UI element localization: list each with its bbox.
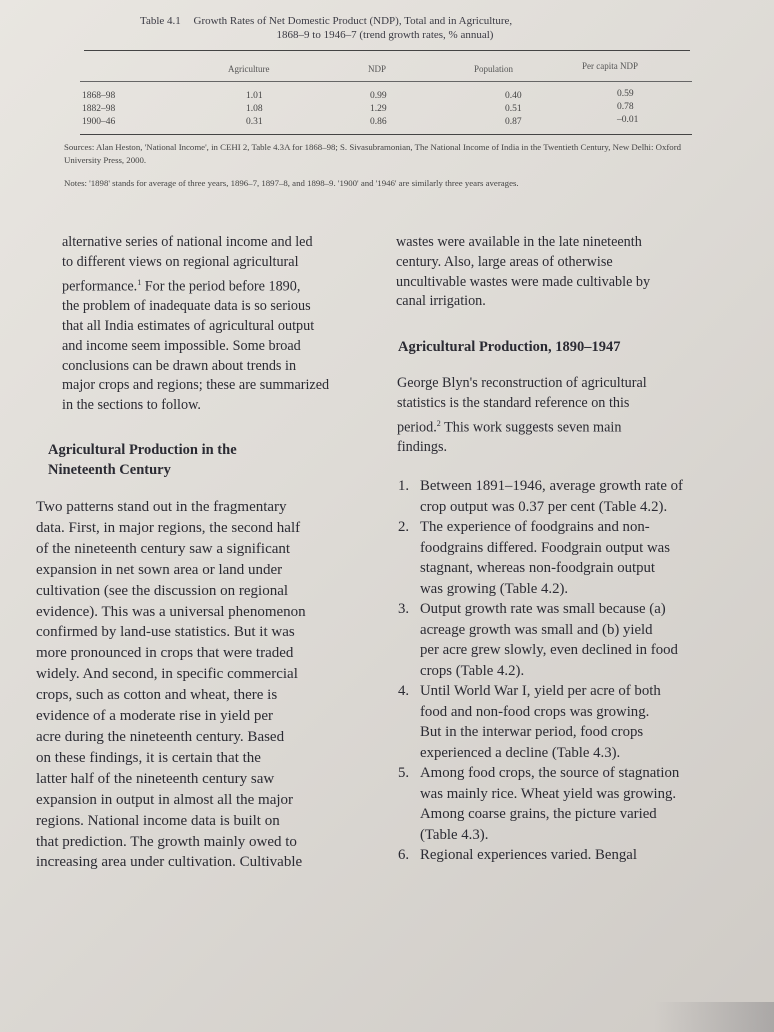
text-line: the problem of inadequate data is so serious bbox=[62, 298, 311, 315]
col-header-ndp: NDP bbox=[368, 64, 387, 74]
table-row-period: 1868–98 bbox=[82, 91, 116, 101]
population-column bbox=[505, 90, 522, 129]
footnote-marker: 1 bbox=[137, 277, 142, 287]
table-cell: 1.01 bbox=[246, 91, 263, 101]
text-line: crops, such as cotton and wheat, there is bbox=[36, 687, 278, 704]
col-header-per-capita-ndp: Per capita NDP bbox=[582, 61, 638, 71]
text-line: confirmed by land-use statistics. But it was bbox=[36, 624, 295, 641]
table-title-line2: 1868–9 to 1946–7 (trend growth rates, % annual) bbox=[276, 29, 494, 41]
text-line: that all India estimates of agricultural output bbox=[62, 317, 315, 334]
table-cell: 1.29 bbox=[370, 104, 387, 114]
text-line: uncultivable wastes were made cultivable by bbox=[396, 273, 651, 290]
text-line: acre during the nineteenth century. Based bbox=[36, 728, 285, 745]
heading-line: Agricultural Production in the bbox=[48, 442, 237, 458]
text-line: expansion in output in almost all the major bbox=[36, 791, 294, 808]
text-line: alternative series of national income and led bbox=[62, 234, 313, 250]
text-line: major crops and regions; these are summarized bbox=[62, 377, 330, 394]
list-item: 2. The experience of foodgrains and non- foodgrains differed. Foodgrain output was stagnant, whereas non-foodgrain output was growing (Table 4.2). bbox=[398, 519, 670, 597]
left-column-body bbox=[36, 497, 386, 873]
table-title bbox=[140, 14, 700, 42]
list-item: 1. Between 1891–1946, average growth rate of crop output was 0.37 per cent (Table 4.2). bbox=[398, 478, 683, 515]
table-cell: 1.08 bbox=[246, 104, 263, 114]
text-line: statistics is the standard reference on this bbox=[397, 394, 630, 411]
text-line: evidence of a moderate rise in yield per bbox=[36, 708, 273, 725]
footnote-marker: 2 bbox=[436, 418, 441, 428]
right-column-intro bbox=[396, 233, 756, 312]
text-line: increasing area under cultivation. Cultivable bbox=[36, 854, 303, 871]
table-cell: 0.87 bbox=[505, 117, 522, 127]
table-cell: –0.01 bbox=[617, 115, 639, 125]
table-row-period: 1900–46 bbox=[82, 117, 116, 127]
table-header-rule bbox=[80, 81, 692, 82]
text-line: that prediction. The growth mainly owed to bbox=[36, 833, 297, 850]
table-cell: 0.31 bbox=[246, 117, 263, 127]
text-line: Two patterns stand out in the fragmentary bbox=[36, 499, 287, 515]
list-item: 4. Until World War I, yield per acre of both food and non-food crops was growing. But in the interwar period, food crops experienced a decline (Table 4.3). bbox=[398, 683, 661, 761]
section-heading-nineteenth-century bbox=[48, 440, 378, 480]
table-title-line1: Growth Rates of Net Domestic Product (NDP), Total and in Agriculture, bbox=[193, 15, 513, 27]
table-sources: Sources: Alan Heston, 'National Income', in CEHI 2, Table 4.3A for 1868–98; S. Sivasubramonian, The National Income of India in the Twentieth Century, New Delhi: Oxford University Press, 2000. bbox=[64, 142, 682, 165]
period-column bbox=[82, 90, 115, 129]
col-header-agriculture: Agriculture bbox=[228, 64, 270, 74]
text-line: of the nineteenth century saw a significant bbox=[36, 540, 291, 557]
text-line: regions. National income data is built on bbox=[36, 812, 280, 829]
text-line: century. Also, large areas of otherwise bbox=[396, 253, 613, 270]
table-label: Table 4.1 bbox=[140, 15, 181, 27]
agriculture-column bbox=[246, 90, 263, 129]
findings-list bbox=[398, 476, 768, 866]
table-cell: 0.99 bbox=[370, 91, 387, 101]
text-line: canal irrigation. bbox=[396, 293, 486, 310]
table-cell: 0.40 bbox=[505, 91, 522, 101]
table-cell: 0.86 bbox=[370, 117, 387, 127]
list-item: 3. Output growth rate was small because (a) acreage growth was small and (b) yield per acre grew slowly, even declined in food crops (Table 4.2). bbox=[398, 601, 678, 679]
table-bottom-rule bbox=[80, 134, 692, 135]
list-item: 6. Regional experiences varied. Bengal bbox=[398, 847, 637, 863]
text-line: more pronounced in crops that were traded bbox=[36, 645, 294, 662]
text-line: period.$^2$ This work suggests seven main bbox=[397, 418, 622, 436]
right-column-para bbox=[397, 374, 757, 458]
text-line: George Blyn's reconstruction of agricultural bbox=[397, 375, 647, 391]
text-line: latter half of the nineteenth century saw bbox=[36, 770, 275, 787]
text-line: widely. And second, in specific commercial bbox=[36, 666, 298, 683]
section-heading-1890-1947: Agricultural Production, 1890–1947 bbox=[398, 339, 621, 355]
list-item: 5. Among food crops, the source of stagnation was mainly rice. Wheat yield was growing. Among coarse grains, the picture varied (Table 4.3). bbox=[398, 765, 680, 843]
table-top-rule bbox=[84, 50, 690, 51]
text-line: in the sections to follow. bbox=[62, 397, 201, 414]
text-line: conclusions can be drawn about trends in bbox=[62, 357, 297, 374]
ndp-column bbox=[370, 90, 387, 129]
table-notes: Notes: '1898' stands for average of three years, 1896–7, 1897–8, and 1898–9. '1900' and '1946' are similarly three years averages. bbox=[64, 178, 519, 188]
text-line: wastes were available in the late nineteenth bbox=[396, 234, 642, 250]
col-header-population: Population bbox=[474, 64, 514, 74]
page-corner-shadow bbox=[654, 1002, 774, 1032]
text-line: expansion in net sown area or land under bbox=[36, 561, 283, 578]
text-line: evidence). This was a universal phenomenon bbox=[36, 603, 306, 620]
text-line: and income seem impossible. Some broad bbox=[62, 337, 301, 354]
table-row-period: 1882–98 bbox=[82, 104, 116, 114]
text-line: performance.$^1$ For the period before 1890, bbox=[62, 277, 301, 295]
text-line: to different views on regional agricultural bbox=[62, 253, 299, 270]
per-capita-ndp-column bbox=[617, 88, 638, 127]
left-column-intro bbox=[62, 233, 392, 416]
heading-line: Nineteenth Century bbox=[48, 462, 171, 478]
text-line: on these findings, it is certain that the bbox=[36, 749, 261, 766]
table-cell: 0.51 bbox=[505, 104, 522, 114]
text-line: findings. bbox=[397, 439, 448, 456]
text-line: data. First, in major regions, the second half bbox=[36, 519, 301, 536]
text-line: cultivation (see the discussion on regional bbox=[36, 582, 289, 599]
table-cell: 0.59 bbox=[617, 89, 634, 99]
table-cell: 0.78 bbox=[617, 102, 634, 112]
